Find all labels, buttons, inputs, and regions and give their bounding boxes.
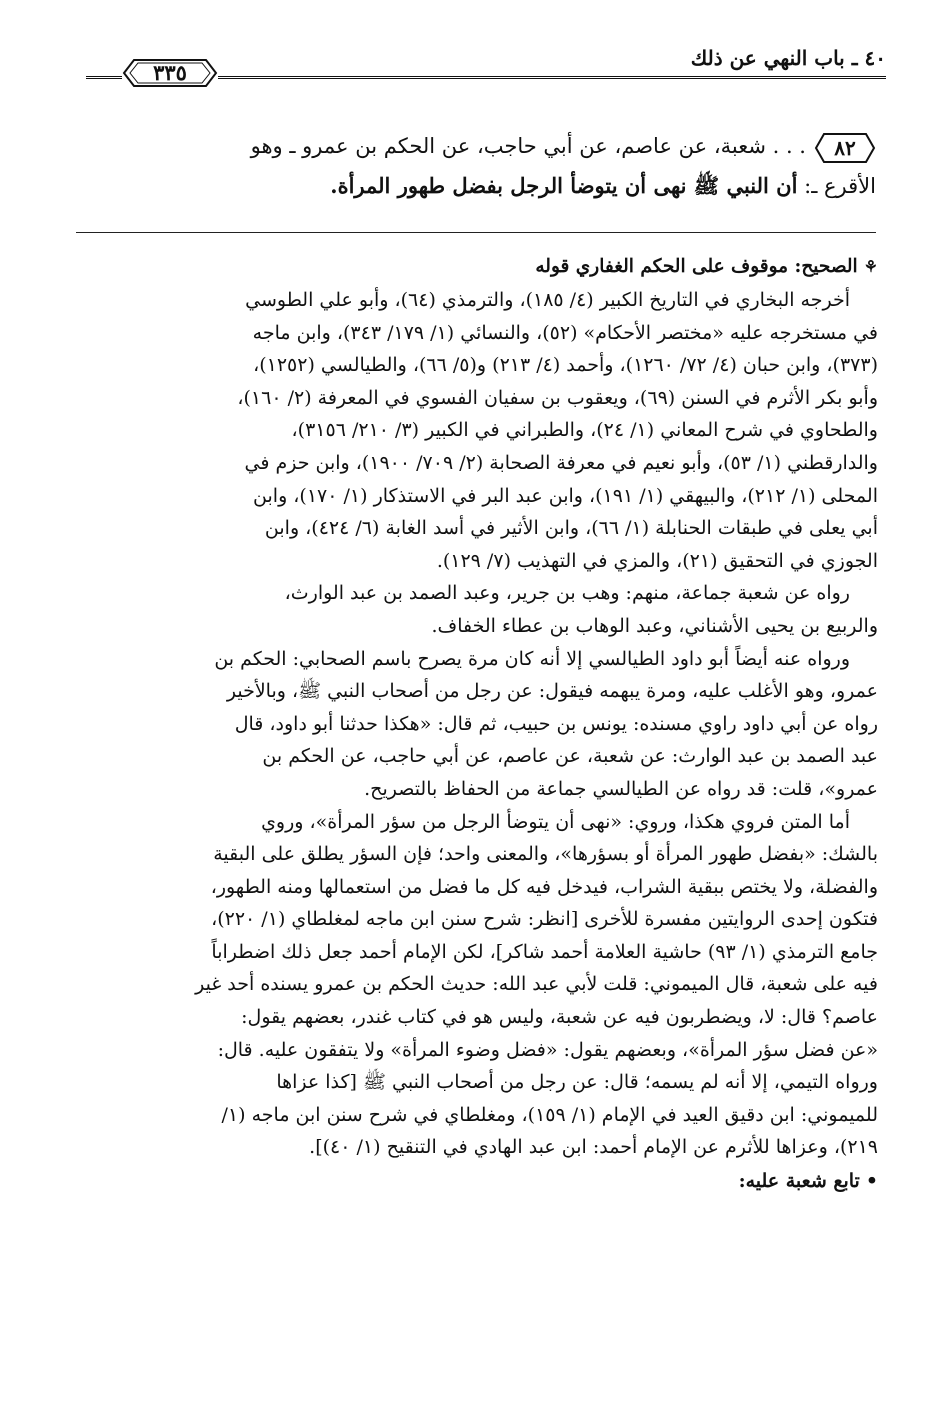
text-line: فيه على شعبة، قال الميموني: قلت لأبي عبد الله: حديث الحكم بن عمرو يسنده أحد غير [195,973,878,996]
text-line: عاصم؟ قال: لا، ويضطربون فيه عن شعبة، وليس هو في كتاب غندر، بعضهم يقول: [241,1006,878,1029]
text-line: «عن فضل سؤر المرأة»، وبعضهم يقول: «فضل وضوء المرأة» ولا يتفقون عليه. قال: [217,1038,878,1061]
text-line: ورواه التيمي، إلا أنه لم يسمه؛ قال: عن رجل من أصحاب النبي ﷺ [كذا عزاها [276,1071,878,1094]
text-line: بالشك: «بفضل طهور المرأة أو بسؤرها»، والمعنى واحد؛ فإن السؤر يطلق على البقية [213,843,878,866]
followup-text: تابع شعبة عليه: [738,1170,860,1193]
text-line: في مستخرجه عليه «مختصر الأحكام» (٥٢)، والنسائي (١/ ١٧٩/ ٣٤٣)، وابن ماجه [252,321,878,344]
followup-heading [70,1164,878,1198]
hadith-number-badge [814,131,876,165]
paragraph [70,643,878,806]
page-number: ٣٣٥ [153,60,187,85]
text-line: (٣٧٣)، وابن حبان (٤/ ٧٢/ ١٢٦٠)، وأحمد (٤/ ٢١٣) و(٥/ ٦٦)، والطيالسي (١٢٥٢)، [253,354,878,377]
text-line: وأبو بكر الأثرم في السنن (٦٩)، ويعقوب بن سفيان الفسوي في المعرفة (٢/ ١٦٠)، [237,386,878,409]
commentary [70,250,878,1198]
text-line: ورواه عنه أيضاً أبو داود الطيالسي إلا أنه كان مرة يصرح باسم الصحابي: الحكم بن [214,647,850,670]
text-line: المحلى (١/ ٢١٢)، والبيهقي (١/ ١٩١)، وابن عبد البر في الاستذكار (١/ ١٧٠)، وابن [253,484,878,507]
text-divider [76,232,876,233]
text-line: والدارقطني (١/ ٥٣)، وأبو نعيم في معرفة الصحابة (٢/ ٧٠٩/ ١٩٠٠)، وابن حزم في [244,451,878,474]
bullet-icon: • [865,1170,878,1193]
text-line: أخرجه البخاري في التاريخ الكبير (٤/ ١٨٥)، والترمذي (٦٤)، وأبو علي الطوسي [245,289,850,311]
text-line: عبد الصمد بن عبد الوارث: عن شعبة، عن عاصم، عن أبي حاجب، عن الحكم بن [262,745,878,768]
verdict-text: الصحيح: موقوف على الحكم الغفاري قوله [535,256,858,277]
text-line: للميموني: ابن دقيق العيد في الإمام (١/ ١٥٩)، ومغلطاي في شرح سنن ابن ماجه (١/ [221,1103,878,1126]
text-line: عمرو، وهو الأغلب عليه، ومرة يبهمه فيقول: عن رجل من أصحاب النبي ﷺ، وبالأخير [226,680,878,703]
text-line: رواه عن أبي داود راوي مسنده: يونس بن حبيب، ثم قال: «هكذا حدثنا أبو داود، قال [234,712,878,735]
hadith-number: ٨٢ [834,135,856,160]
text-line: فتكون إحدى الروايتين مفسرة للأخرى [انظر: شرح سنن ابن ماجه لمغلطاي (١/ ٢٢٠)، [211,908,878,931]
hadith-isnad: . . . شعبة، عن عاصم، عن أبي حاجب، عن الحكم بن عمرو ـ وهو [250,134,806,158]
page-number-badge [122,57,218,89]
running-header [86,44,886,104]
text-line: جامع الترمذي (١/ ٩٣) حاشية العلامة أحمد شاكر]، لكن الإمام أحمد جعل ذلك اضطراباً [211,940,878,963]
hadith-isnad-end: الأقرع ـ: [797,174,876,198]
hadith-line-1 [78,126,876,166]
flower-icon: ⚘ [863,257,878,276]
text-line: أما المتن فروي هكذا، وروي: «نهى أن يتوضأ الرجل من سؤر المرأة»، وروي [261,810,850,833]
commentary-paragraphs [70,284,878,1164]
text-line: ٢١٩)، وعزاها للأثرم عن الإمام أحمد: ابن عبد الهادي في التنقيح (١/ ٤٠)]. [309,1136,878,1159]
text-line: والطحاوي في شرح المعاني (١/ ٢٤)، والطبراني في الكبير (٣/ ٢١٠/ ٣١٥٦)، [291,419,878,442]
chapter-title: ٤٠ ـ باب النهي عن ذلك [690,46,886,70]
text-line: والفضلة، ولا يختص ببقية الشراب، فيدخل فيه كل ما فضل من استعمالها ومنه الطهور، [210,875,878,898]
hadith-line-2 [78,166,876,206]
hadith-block [78,126,876,206]
hadith-matn: أن النبي ﷺ نهى أن يتوضأ الرجل بفضل طهور المرأة. [330,173,798,198]
text-line: أبي يعلى في طبقات الحنابلة (١/ ٦٦)، وابن الأثير في أسد الغابة (٦/ ٤٢٤)، وابن [264,517,878,540]
text-line: والربيع بن يحيى الأشناني، وعبد الوهاب بن عطاء الخفاف. [431,614,878,637]
text-line: الجوزي في التحقيق (٢١)، والمزي في التهذيب (٧/ ١٢٩). [436,549,878,572]
text-line: رواه عن شعبة جماعة، منهم: وهب بن جرير، وعبد الصمد بن عبد الوارث، [284,582,850,605]
verdict-heading [70,250,878,284]
paragraph [70,284,878,577]
paragraph [70,806,878,1165]
text-line: عمرو»، قلت: قد رواه عن الطيالسي جماعة من الحفاظ بالتصريح. [364,777,878,800]
paragraph [70,577,878,642]
